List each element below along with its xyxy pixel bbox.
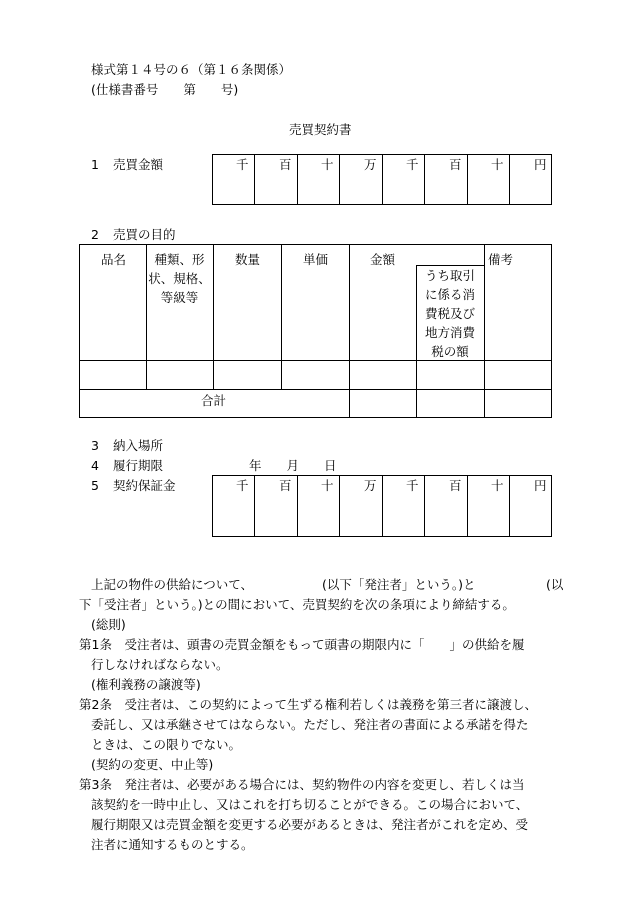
divider [297, 154, 298, 205]
header-amount: 金額 [370, 252, 396, 267]
unit-label: 百 [279, 478, 292, 493]
unit-label: 十 [491, 478, 504, 493]
divider [281, 244, 282, 389]
divider [467, 475, 468, 537]
section5-label: 契約保証金 [113, 478, 176, 493]
header-tax-line: 費税及び [424, 306, 475, 321]
article-heading: (権利義務の譲渡等) [91, 677, 201, 692]
divider [416, 265, 484, 266]
divider [254, 475, 255, 537]
divider [382, 475, 383, 537]
unit-label: 円 [534, 157, 547, 172]
intro-text: 下「受注者」という。)との間において、売買契約を次の条項により締結する。 [79, 597, 515, 612]
header-kind-line: 種類、形 [154, 252, 205, 267]
article-text: 履行期限又は売買金額を変更する必要があるときは、発注者がこれを定め、受 [91, 817, 529, 832]
article-text: 第1条 受注者は、頭書の売買金額をもって頭書の期限内に「 」の供給を履 [79, 637, 525, 652]
header-unit-price: 単価 [303, 252, 329, 267]
section2-label: 売買の目的 [113, 227, 176, 242]
divider [467, 154, 468, 205]
divider [339, 475, 340, 537]
header-tax-line: うち取引 [424, 268, 475, 283]
divider [254, 154, 255, 205]
article-text: 注者に通知するものとする。 [91, 837, 254, 852]
divider [297, 475, 298, 537]
header-tax-line: 税の額 [431, 344, 469, 359]
form-number: 様式第１４号の６（第１６条関係） [91, 62, 292, 77]
unit-label: 千 [236, 157, 249, 172]
total-label: 合計 [201, 393, 227, 408]
document-title: 売買契約書 [289, 122, 352, 137]
section3-label: 納入場所 [113, 438, 164, 453]
article-heading: (総則) [91, 617, 126, 632]
section1-label: 売買金額 [113, 157, 164, 172]
intro-text: 上記の物件の供給について、 [91, 577, 254, 592]
article-text: 第3条 発注者は、必要がある場合には、契約物件の内容を変更し、若しくは当 [79, 777, 525, 792]
divider [509, 154, 510, 205]
article-text: 第2条 受注者は、この契約によって生ずる権利若しくは義務を第三者に譲渡し、 [79, 697, 537, 712]
unit-label: 百 [449, 478, 462, 493]
header-kind-line: 状、規格、 [148, 271, 211, 286]
header-kind-line: 等級等 [160, 290, 199, 305]
divider [79, 360, 552, 361]
article-text: ときは、この限りでない。 [91, 737, 242, 752]
deadline-date: 年 月 日 [249, 458, 337, 473]
article-heading: (契約の変更、中止等) [91, 757, 214, 772]
section2-number: 2 [91, 227, 99, 242]
unit-label: 十 [491, 157, 504, 172]
divider [509, 475, 510, 537]
section3-number: 3 [91, 438, 99, 453]
unit-label: 円 [534, 478, 547, 493]
article-text: 委託し、又は承継させてはならない。ただし、発注者の書面による承諾を得た [91, 717, 529, 732]
unit-label: 千 [406, 157, 419, 172]
unit-label: 万 [364, 157, 377, 172]
divider [424, 154, 425, 205]
divider [339, 154, 340, 205]
divider [484, 244, 485, 418]
unit-label: 百 [449, 157, 462, 172]
divider [349, 244, 350, 418]
divider [79, 389, 552, 390]
section4-number: 4 [91, 458, 99, 473]
unit-label: 万 [364, 478, 377, 493]
unit-label: 十 [321, 478, 334, 493]
unit-label: 十 [321, 157, 334, 172]
divider [416, 265, 417, 418]
header-tax-line: に係る消 [424, 287, 475, 302]
unit-label: 千 [236, 478, 249, 493]
divider [382, 154, 383, 205]
section1-number: 1 [91, 157, 99, 172]
divider [424, 475, 425, 537]
divider [213, 244, 214, 389]
header-remarks: 備考 [488, 252, 514, 267]
header-quantity: 数量 [235, 252, 261, 267]
section5-number: 5 [91, 478, 99, 493]
unit-label: 千 [406, 478, 419, 493]
unit-label: 百 [279, 157, 292, 172]
header-item-name: 品名 [101, 252, 127, 267]
intro-text: (以 [546, 577, 564, 592]
spec-number-label: (仕様書番号 第 号) [91, 82, 239, 97]
section4-label: 履行期限 [113, 458, 164, 473]
header-tax-line: 地方消費 [424, 325, 475, 340]
intro-text: (以下「発注者」という。)と [322, 577, 476, 592]
article-text: 該契約を一時中止し、又はこれを打ち切ることができる。この場合において、 [91, 797, 529, 812]
article-text: 行しなければならない。 [91, 657, 229, 672]
